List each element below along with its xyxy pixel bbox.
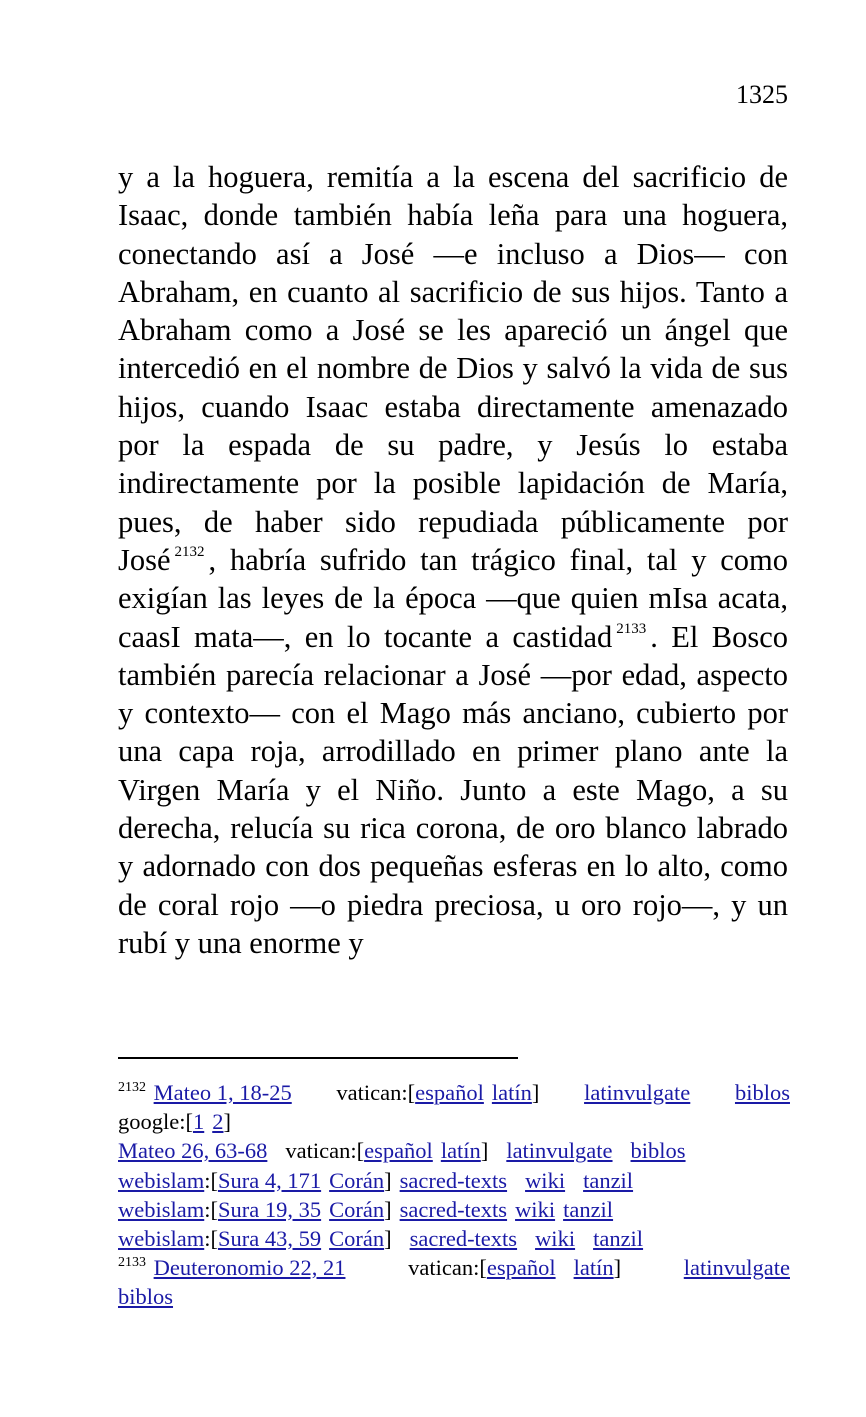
tanzil-link[interactable]: tanzil: [563, 1196, 614, 1222]
google-link-1[interactable]: 1: [192, 1109, 205, 1135]
sura-link[interactable]: Sura 43, 59: [217, 1226, 322, 1252]
webislam-link[interactable]: webislam: [118, 1196, 205, 1222]
vatican-group: [408, 1253, 621, 1282]
espanol-link[interactable]: español: [364, 1138, 433, 1164]
footnote-2132-line-2: [118, 1107, 790, 1136]
footnote-2132-quran-line-1: [118, 1166, 790, 1195]
biblos-link[interactable]: biblos: [118, 1284, 174, 1310]
footnote-2132-line-1: [118, 1078, 790, 1107]
bracket-open: :[: [204, 1167, 218, 1193]
page-number: 1325: [736, 80, 788, 109]
body-text-part-2: , habría sufrido tan trágico final, tal y como exigían las leyes de la época —que quien mIsa acata, caasI mata—, en lo tocante a castidad: [118, 542, 788, 654]
latin-link[interactable]: latín: [573, 1255, 614, 1281]
biblos-link[interactable]: biblos: [630, 1138, 686, 1164]
footnote-2133-ref-group: [118, 1253, 345, 1282]
footnote-2133-line-1: [118, 1253, 790, 1282]
bracket-close: ]: [531, 1080, 540, 1105]
footnote-2132-quran-line-2: [118, 1195, 790, 1224]
vatican-group: [336, 1078, 539, 1107]
biblos-link[interactable]: biblos: [734, 1080, 790, 1105]
footnote-ref-2133[interactable]: 2133: [616, 620, 647, 637]
google-link-2[interactable]: 2: [212, 1109, 224, 1135]
sacred-texts-link[interactable]: sacred-texts: [399, 1196, 508, 1222]
bracket-close: ]: [384, 1167, 392, 1193]
footnote-2132-line-3: [118, 1136, 790, 1165]
sacred-texts-link[interactable]: sacred-texts: [409, 1226, 518, 1252]
bible-ref-link[interactable]: Deuteronomio 22, 21: [153, 1255, 346, 1281]
latinvulgate-link[interactable]: latinvulgate: [584, 1080, 691, 1105]
espanol-link[interactable]: español: [415, 1080, 484, 1105]
tanzil-link[interactable]: tanzil: [583, 1167, 634, 1193]
wiki-link[interactable]: wiki: [515, 1196, 556, 1222]
body-text-part-1: y a la hoguera, remitía a la escena del sacrificio de Isaac, donde también había leña para una hoguera, conectando así a José —e incluso a Dios— con Abraham, en cuanto al sacrificio de sus hijos. Tanto a Abraham como a José se les apareció un ángel que intercedió en el nombre de Dios y salvó la vida de sus hijos, cuando Isaac estaba directamente amenazado por la espada de su padre, y Jesús lo estaba indirectamente por la posible lapidación de María, pues, de haber sido repudiada públicamente por José: [118, 160, 788, 577]
tanzil-link[interactable]: tanzil: [593, 1226, 644, 1252]
sura-link[interactable]: Sura 4, 171: [217, 1167, 322, 1193]
footnote-number: 2133: [118, 1255, 146, 1271]
body-text-part-3: . El Bosco también parecía relacionar a José —por edad, aspecto y contexto— con el Mago más anciano, cubierto por una capa roja, arrodillado en primer plano ante la Virgen María y el Niño. Junto a este Mago, a su derecha, relucía su rica corona, de oro blanco labrado y adornado con dos pequeñas esferas en lo alto, como de coral rojo —o piedra preciosa, u oro rojo—, y un rubí y una enorme y: [118, 619, 788, 960]
wiki-link[interactable]: wiki: [525, 1167, 566, 1193]
coran-link[interactable]: Corán: [329, 1226, 385, 1252]
bracket-close: ]: [613, 1255, 622, 1281]
latinvulgate-link[interactable]: latinvulgate: [506, 1138, 613, 1164]
google-label: google:[: [118, 1109, 193, 1135]
bracket-open: :[: [204, 1196, 218, 1222]
bracket-close: ]: [223, 1109, 231, 1135]
footnote-ref-2132[interactable]: 2132: [174, 543, 205, 560]
footnote-2132-quran-line-3: [118, 1224, 790, 1253]
bracket-close: ]: [384, 1226, 392, 1252]
footnotes: [118, 1078, 790, 1312]
webislam-link[interactable]: webislam: [118, 1167, 205, 1193]
footnote-2132-ref-group: [118, 1078, 292, 1107]
bible-ref-link[interactable]: Mateo 26, 63-68: [118, 1138, 268, 1164]
vatican-label: vatican:[: [336, 1080, 416, 1105]
coran-link[interactable]: Corán: [329, 1167, 385, 1193]
vatican-label: vatican:[: [408, 1255, 487, 1281]
vatican-label: vatican:[: [285, 1138, 365, 1164]
espanol-link[interactable]: español: [486, 1255, 556, 1281]
body-paragraph: [118, 158, 788, 962]
wiki-link[interactable]: wiki: [535, 1226, 576, 1252]
sura-link[interactable]: Sura 19, 35: [217, 1196, 322, 1222]
footnote-number: 2132: [118, 1080, 146, 1095]
sacred-texts-link[interactable]: sacred-texts: [399, 1167, 508, 1193]
bracket-close: ]: [480, 1138, 489, 1164]
coran-link[interactable]: Corán: [329, 1196, 385, 1222]
latin-link[interactable]: latín: [440, 1138, 481, 1164]
latin-link[interactable]: latín: [491, 1080, 532, 1105]
bracket-open: :[: [204, 1226, 218, 1252]
bible-ref-link[interactable]: Mateo 1, 18-25: [153, 1080, 292, 1105]
footnote-divider: [118, 1057, 518, 1059]
webislam-link[interactable]: webislam: [118, 1226, 205, 1252]
footnote-2133-line-2: [118, 1282, 790, 1311]
bracket-close: ]: [384, 1196, 392, 1222]
latinvulgate-link[interactable]: latinvulgate: [683, 1255, 790, 1281]
